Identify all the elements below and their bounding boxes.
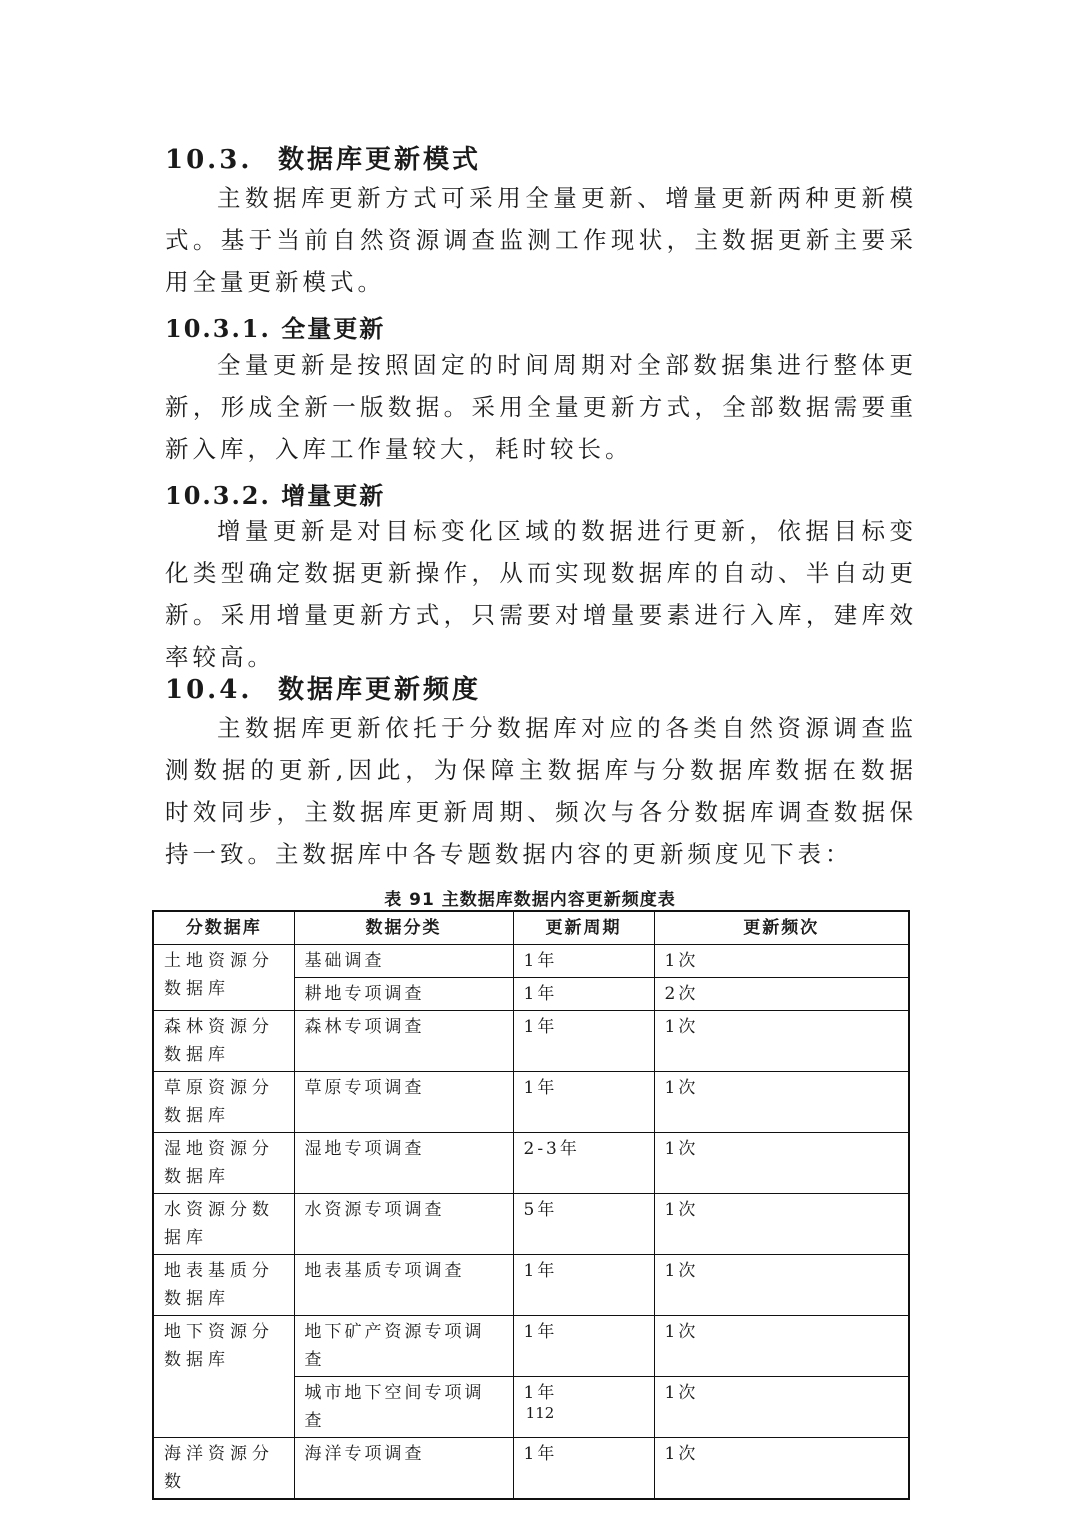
table-row — [153, 1133, 909, 1194]
database-cell: 土地资源分数据库 — [153, 945, 294, 1011]
frequency-cell: 1次 — [654, 1438, 909, 1500]
category-cell: 森林专项调查 — [294, 1011, 513, 1072]
cycle-cell: 2-3年 — [513, 1133, 654, 1194]
category-cell: 地下矿产资源专项调查 — [294, 1316, 513, 1377]
header-cycle: 更新周期 — [513, 911, 654, 945]
paragraph-incremental-update: 增量更新是对目标变化区域的数据进行更新，依据目标变化类型确定数据更新操作，从而实现数据库的自动、半自动更新。采用增量更新方式，只需要对增量要素进行入库，建库效率较高。 — [165, 517, 917, 671]
cycle-cell: 1年 — [513, 1377, 654, 1438]
section-number: 10.3.2. — [165, 481, 271, 510]
cycle-cell: 1年 — [513, 1255, 654, 1316]
database-cell: 草原资源分数据库 — [153, 1072, 294, 1133]
cycle-cell: 1年 — [513, 945, 654, 978]
cycle-cell: 1年 — [513, 978, 654, 1011]
frequency-cell: 1次 — [654, 1255, 909, 1316]
page-number: 112 — [525, 1404, 555, 1422]
cycle-cell: 5年 — [513, 1194, 654, 1255]
table-row — [153, 1438, 909, 1500]
category-cell: 城市地下空间专项调查 — [294, 1377, 513, 1438]
category-cell: 基础调查 — [294, 945, 513, 978]
header-frequency: 更新频次 — [654, 911, 909, 945]
cycle-cell: 1年 — [513, 1011, 654, 1072]
frequency-cell: 1次 — [654, 1133, 909, 1194]
category-cell: 耕地专项调查 — [294, 978, 513, 1011]
section-title: 数据库更新频度 — [278, 675, 482, 705]
frequency-cell: 1次 — [654, 1011, 909, 1072]
section-title: 全量更新 — [281, 314, 386, 343]
paragraph-update-frequency: 主数据库更新依托于分数据库对应的各类自然资源调查监测数据的更新,因此，为保障主数据库与分数据库数据在数据时效同步，主数据库更新周期、频次与各分数据库调查数据保持一致。主数据库中各专题数据内容的更新频度见下表： — [165, 714, 917, 868]
table-row — [153, 1011, 909, 1072]
section-title: 数据库更新模式 — [278, 145, 482, 175]
category-cell: 湿地专项调查 — [294, 1133, 513, 1194]
cycle-cell: 1年 — [513, 1316, 654, 1377]
frequency-cell: 1次 — [654, 1377, 909, 1438]
table-row — [153, 1072, 909, 1133]
database-cell: 水资源分数据库 — [153, 1194, 294, 1255]
table-row — [153, 1194, 909, 1255]
table-row — [153, 1255, 909, 1316]
frequency-cell: 1次 — [654, 1194, 909, 1255]
paragraph-full-update: 全量更新是按照固定的时间周期对全部数据集进行整体更新，形成全新一版数据。采用全量更新方式，全部数据需要重新入库，入库工作量较大，耗时较长。 — [165, 351, 917, 463]
header-database: 分数据库 — [153, 911, 294, 945]
category-cell: 地表基质专项调查 — [294, 1255, 513, 1316]
section-number: 10.3.1. — [165, 314, 271, 343]
table-row — [153, 1316, 909, 1377]
table-header-row — [153, 911, 909, 945]
section-number: 10.4. — [165, 675, 253, 705]
category-cell: 水资源专项调查 — [294, 1194, 513, 1255]
cycle-cell: 1年 — [513, 1072, 654, 1133]
database-cell: 海洋资源分数 — [153, 1438, 294, 1500]
database-cell: 森林资源分数据库 — [153, 1011, 294, 1072]
section-title: 增量更新 — [281, 481, 386, 510]
category-cell: 海洋专项调查 — [294, 1438, 513, 1500]
frequency-cell: 1次 — [654, 945, 909, 978]
frequency-cell: 2次 — [654, 978, 909, 1011]
header-category: 数据分类 — [294, 911, 513, 945]
section-heading-10-3-1 — [165, 309, 385, 344]
section-heading-10-4 — [165, 669, 481, 706]
database-cell: 地表基质分数据库 — [153, 1255, 294, 1316]
cycle-cell: 1年 — [513, 1438, 654, 1500]
section-number: 10.3. — [165, 145, 253, 175]
category-cell: 草原专项调查 — [294, 1072, 513, 1133]
database-cell: 地下资源分数据库 — [153, 1316, 294, 1438]
paragraph-update-modes: 主数据库更新方式可采用全量更新、增量更新两种更新模式。基于当前自然资源调查监测工作现状，主数据更新主要采用全量更新模式。 — [165, 184, 917, 296]
section-heading-10-3 — [165, 139, 481, 176]
section-heading-10-3-2 — [165, 476, 385, 511]
table-caption: 表 91 主数据库数据内容更新频度表 — [384, 890, 676, 910]
database-cell: 湿地资源分数据库 — [153, 1133, 294, 1194]
table-row — [153, 945, 909, 978]
frequency-cell: 1次 — [654, 1072, 909, 1133]
frequency-cell: 1次 — [654, 1316, 909, 1377]
